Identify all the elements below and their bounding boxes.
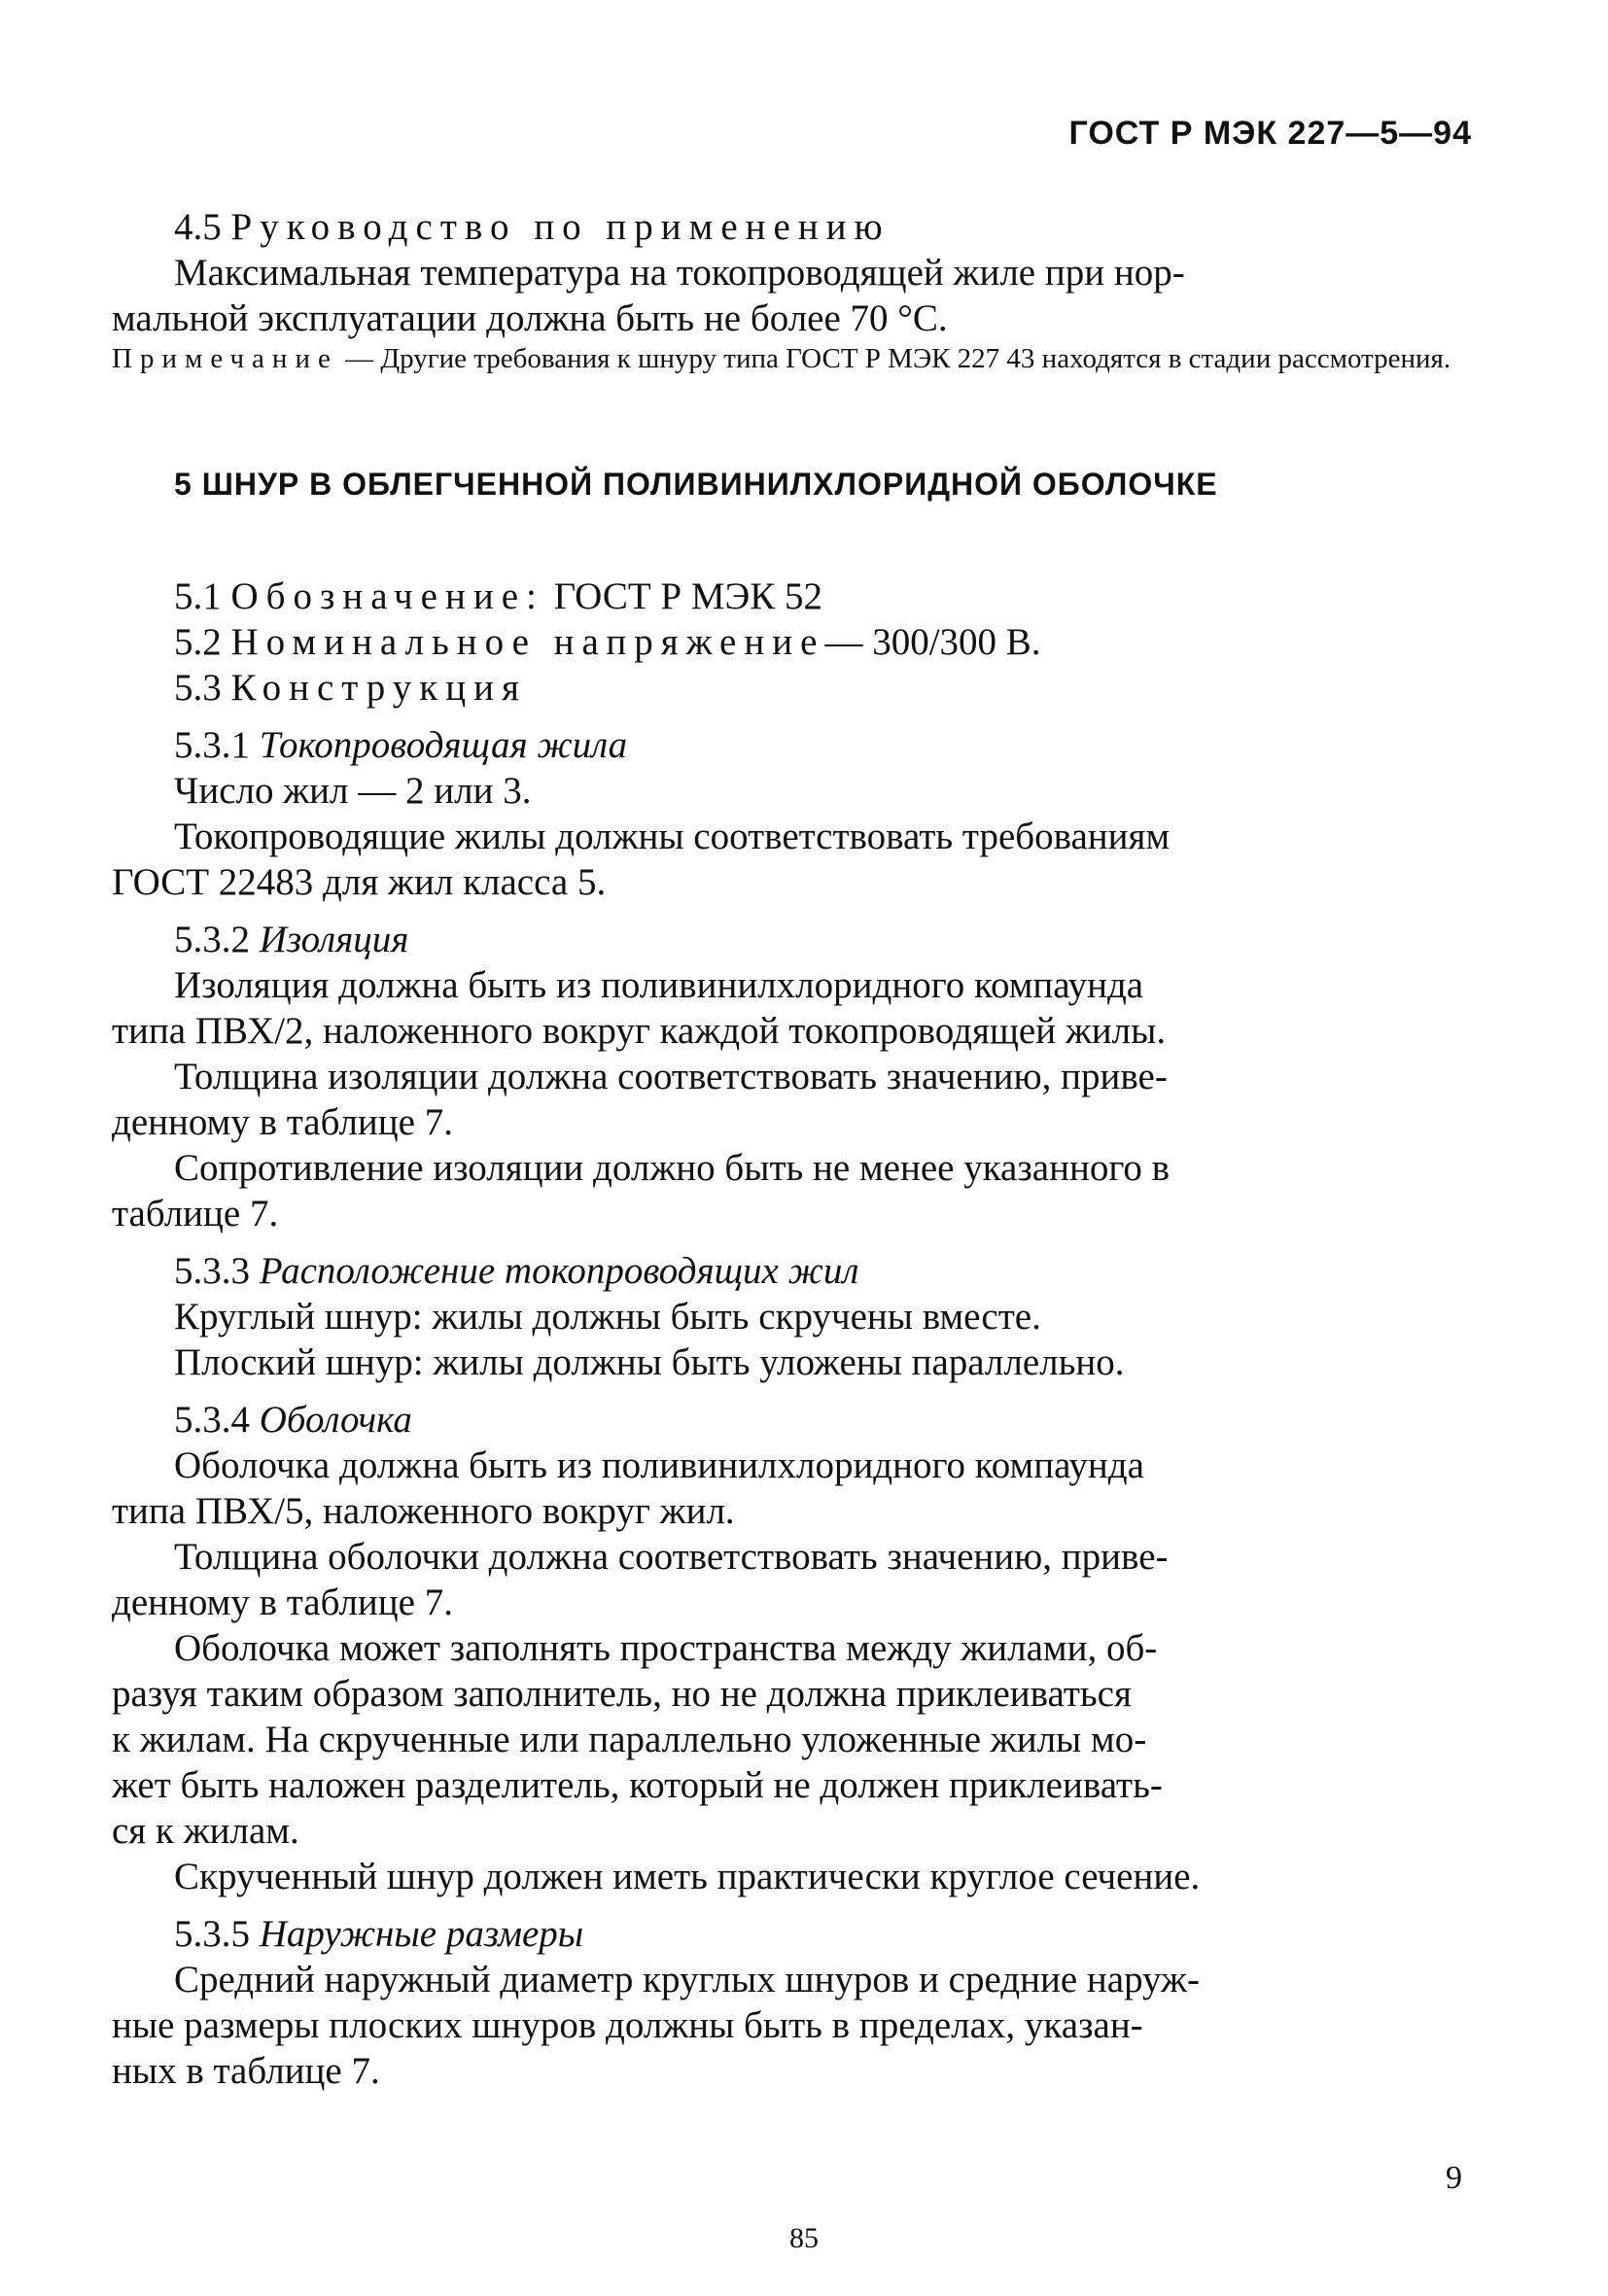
paragraph-line: жет быть наложен разделитель, который не должен приклеивать- [112, 1764, 1163, 1806]
paragraph-line: денному в таблице 7. [112, 1101, 453, 1143]
clause-title: Изоляция [259, 919, 409, 960]
paragraph-line: к жилам. На скрученные или параллельно уложенные жилы мо- [112, 1719, 1147, 1760]
clause-number: 5.3.5 [174, 1913, 250, 1955]
paragraph-line: типа ПВХ/2, наложенного вокруг каждой токопроводящей жилы. [112, 1010, 1167, 1052]
paragraph-line: Толщина оболочки должна соответствовать значению, приве- [174, 1536, 1169, 1578]
paragraph-line: Плоский шнур: жилы должны быть уложены параллельно. [174, 1341, 1125, 1383]
paragraph-line: Толщина изоляции должна соответствовать значению, приве- [174, 1056, 1168, 1097]
clause-5-3-3-heading [112, 1248, 1492, 1294]
clause-value: — 300/300 В. [824, 621, 1041, 663]
clause-number: 5.3 [174, 667, 222, 709]
paragraph-line: Скрученный шнур должен иметь практически круглое сечение. [174, 1856, 1201, 1897]
paragraph-line: разуя таким образом заполнитель, но не должна приклеиваться [112, 1673, 1132, 1715]
paragraph-line: Сопротивление изоляции должно быть не менее указанного в [174, 1147, 1171, 1189]
paragraph-line: Средний наружный диаметр круглых шнуров и средние наруж- [174, 1959, 1200, 2000]
clause-title: Оболочка [259, 1399, 412, 1441]
clause-5-3-2-heading [112, 917, 1492, 962]
note [112, 341, 1492, 376]
document-body [112, 204, 1492, 2094]
clause-5-1 [112, 574, 1492, 619]
page-number: 85 [789, 2222, 819, 2254]
clause-number: 5.3.1 [174, 724, 250, 766]
paragraph-line: Круглый шнур: жилы должны быть скручены вместе. [174, 1296, 1041, 1338]
paragraph-line: ся к жилам. [112, 1810, 299, 1852]
paragraph-line: типа ПВХ/5, наложенного вокруг жил. [112, 1490, 735, 1532]
paragraph-line: мальной эксплуатации должна быть не более 70 °С. [112, 297, 948, 339]
paragraph-line: Число жил — 2 или 3. [174, 770, 532, 812]
paragraph-line: ных в таблице 7. [112, 2050, 380, 2092]
note-label: Примечание [112, 343, 338, 374]
clause-title: Руководство по применению [230, 206, 891, 248]
clause-label: Номинальное напряжение [230, 621, 825, 663]
paragraph-line: таблице 7. [112, 1193, 279, 1235]
paragraph-line: Изоляция должна быть из поливинилхлоридного компаунда [174, 964, 1144, 1006]
clause-5-3-5-heading [112, 1911, 1492, 1957]
clause-value: ГОСТ Р МЭК 52 [543, 575, 823, 617]
section-5-title: 5 ШНУР В ОБЛЕГЧЕННОЙ ПОЛИВИНИЛХЛОРИДНОЙ ОБОЛОЧКЕ [174, 467, 1218, 502]
paragraph-line: ные размеры плоских шнуров должны быть в пределах, указан- [112, 2004, 1143, 2046]
clause-5-2 [112, 619, 1492, 665]
clause-number: 5.3.2 [174, 919, 250, 960]
document-header: ГОСТ Р МЭК 227—5—94 [1068, 115, 1472, 152]
clause-title: Расположение токопроводящих жил [259, 1250, 859, 1292]
paragraph-line: ГОСТ 22483 для жил класса 5. [112, 861, 607, 903]
clause-number: 5.3.4 [174, 1399, 250, 1441]
clause-number: 4.5 [174, 206, 222, 248]
clause-5-3-1-heading [112, 722, 1492, 768]
clause-5-3-4-heading [112, 1397, 1492, 1443]
clause-label: Конструкция [230, 667, 527, 709]
paragraph-line: Оболочка должна быть из поливинилхлоридного компаунда [174, 1444, 1144, 1486]
clause-number: 5.1 [174, 575, 222, 617]
paragraph-line: Максимальная температура на токопроводящей жиле при нор- [174, 252, 1185, 294]
paragraph-line: Оболочка может заполнять пространства между жилами, об- [174, 1627, 1158, 1669]
clause-5-3 [112, 665, 1492, 711]
clause-number: 5.2 [174, 621, 222, 663]
paragraph-line: денному в таблице 7. [112, 1582, 453, 1623]
sheet-number: 9 [1446, 2160, 1462, 2196]
paragraph-line: Токопроводящие жилы должны соответствовать требованиям [174, 816, 1171, 857]
clause-label: Обозначение: [230, 575, 544, 617]
note-text: — Другие требования к шнуру типа ГОСТ Р МЭК 227 43 находятся в стадии рассмотрения. [337, 343, 1451, 374]
clause-number: 5.3.3 [174, 1250, 250, 1292]
clause-title: Токопроводящая жила [259, 724, 628, 766]
clause-title: Наружные размеры [259, 1913, 584, 1955]
clause-4-5-heading [112, 204, 1492, 250]
